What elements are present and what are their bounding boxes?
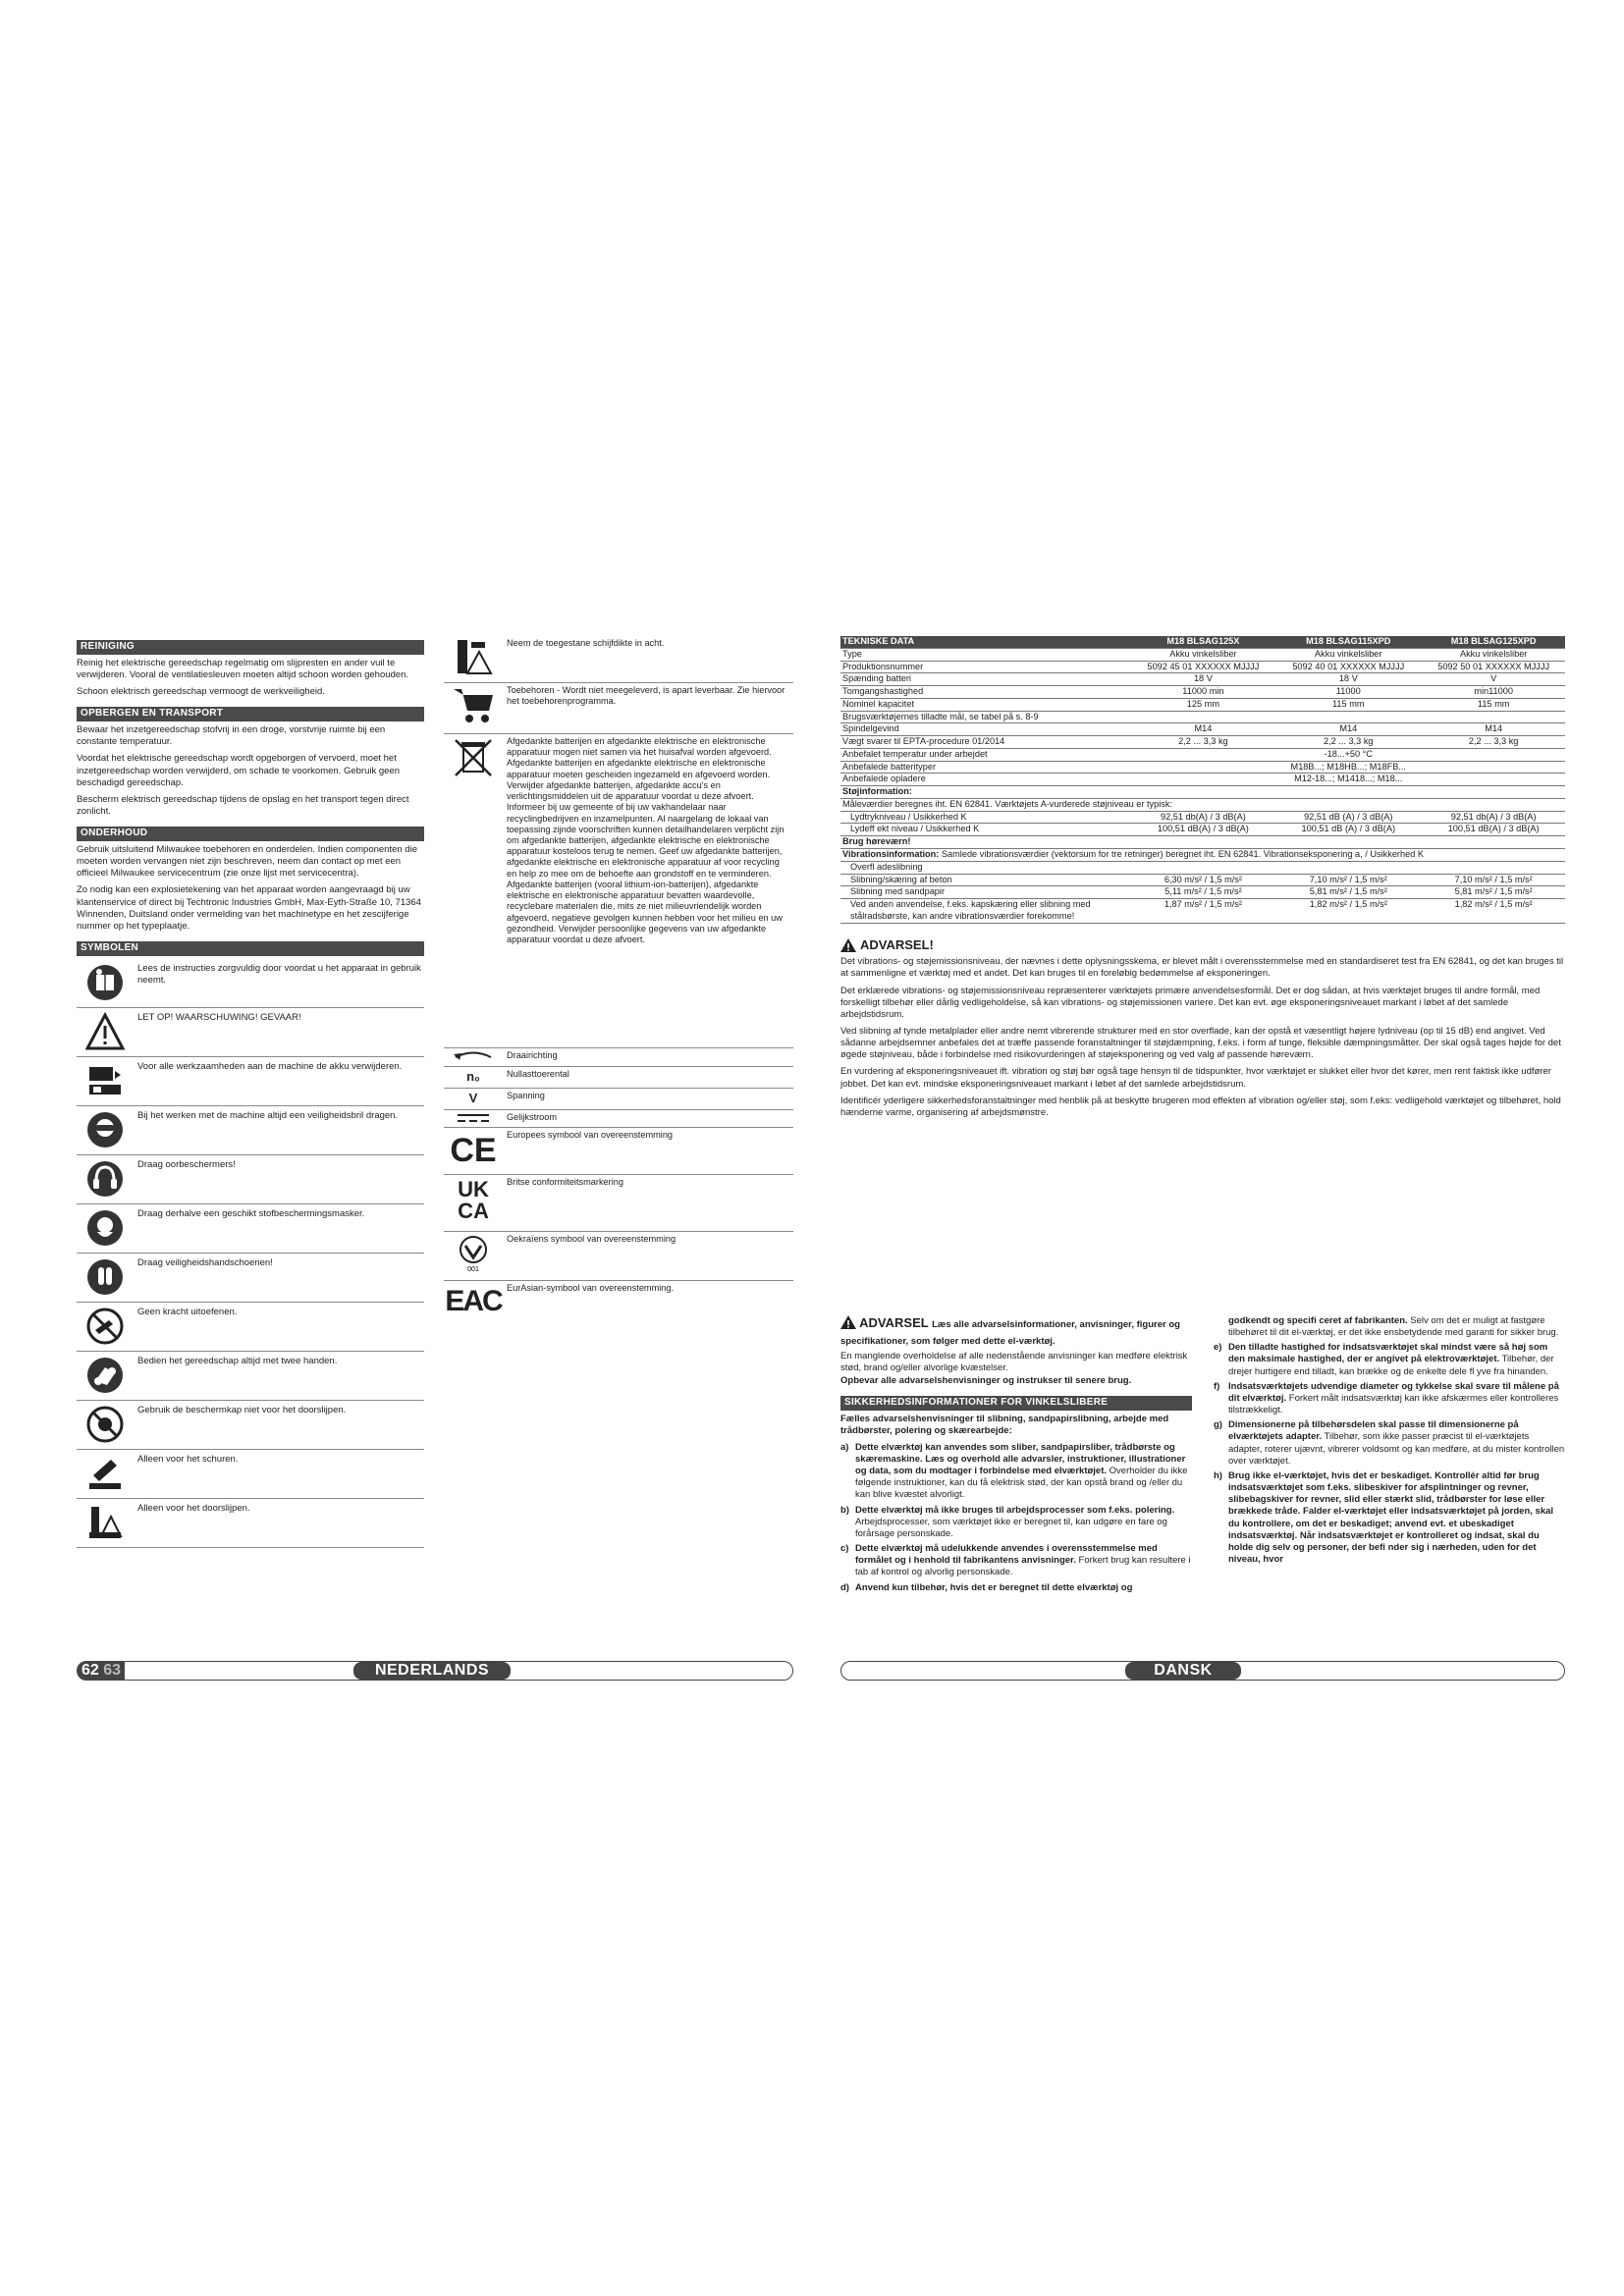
eac-mark-icon: EAC	[445, 1285, 502, 1318]
symbol-row	[77, 1155, 424, 1204]
row-value: 1,87 m/s² / 1,5 m/s²	[1132, 899, 1275, 924]
voltage-icon: V	[468, 1091, 478, 1105]
symbol-row	[77, 1008, 424, 1057]
row-value: 100,51 dB(A) / 3 dB(A)	[1132, 824, 1275, 836]
table-row	[840, 899, 1565, 924]
row-value: 2,2 ... 3,3 kg	[1132, 736, 1275, 749]
advarsel-p2: Det erklærede vibrations- og støjemissionsniveau repræsenterer værktøjets primære anvendelsesformål. Det er dog sådan, at hvis værktøjet bruges til andre formål, med forskelligt tilbehør eller dårlig vedligeholdelse, så kan vibrations- og støjemissionen variere. Det kan evt. øge eksponeringsniveauet markant i løbet af det samlede arbejdstidsrum.	[840, 985, 1541, 1020]
row-label: Lydeff ekt niveau / Usikkerhed K	[840, 824, 1132, 836]
symbol-text: Britse conformiteitsmarkering	[507, 1177, 623, 1188]
table-row	[840, 874, 1565, 886]
model-header: M18 BLSAG125X	[1132, 636, 1275, 648]
list-item	[840, 1543, 1192, 1578]
list-item-text: Arbejdsprocesser, som værktøjet ikke er beregnet til, kan udgøre en fare og forårsage personskade.	[855, 1516, 1167, 1539]
table-row	[840, 886, 1565, 899]
symbol-text: Voor alle werkzaamheden aan de machine de akku verwijderen.	[137, 1060, 403, 1072]
row-label: Vægt svarer til EPTA-procedure 01/2014	[840, 736, 1132, 749]
symbol-row	[444, 1110, 793, 1128]
symbol-text: Afgedankte batterijen en afgedankte elektrische en elektronische apparatuur mogen niet samen via het huisafval worden afgevoerd. Afgedankte batterijen en afgedankte elektrische en elektronische apparatuur moeten gescheiden ingezameld en afgevoerd worden. Verwijder afgedankte batterijen, afgedankte accu's en verlichtingsmiddelen uit de apparatuur voordat u deze afvoert. Informeer bij uw gemeente of bij uw vakhandelaar naar recyclingbedrijven en inzamelpunten. Al naargelang de lokaal van toepassing zijnde voorschriften kunnen detailhandelaren verplicht zijn om afgedankte batterijen, afgedankte elektrische en elektronische apparatuur kosteloos terug te nemen. Geef uw afgedankte batterijen, afgedankte elektrische en elektronische apparatuur af voor recycling en help zo mee om de behoefte aan grondstoff en te verminderen. Afgedankte batterijen (vooral lithium-ion-batterijen), afgedankte elektrische en elektronische apparatuur bevatten waardevolle, recyclebare materialen die, mits ze niet milieuvriendelijk worden afgevoerd, negatieve gevolgen kunnen hebben voor het milieu en uw gezondheid. Verwijder persoonlijke gegevens van uw afgedankte apparatuur voordat u deze afvoert.	[507, 736, 785, 944]
reiniging-text: Reinig het elektrische gereedschap regelmatig om slijpresten en ander vuil te verwijderen. Vooral de ventilatiesleuven moeten altijd schoon worden gehouden.	[77, 657, 408, 680]
table-row	[840, 849, 1565, 862]
safety-list-right	[1214, 1315, 1565, 1566]
list-item-bold: Dette elværktøj må udelukkende anvendes i overensstemmelse med formålet og i henhold til fabrikantens anvisninger.	[855, 1543, 1158, 1567]
dc-current-icon	[444, 1110, 503, 1126]
list-item-bold: Dette elværktøj kan anvendes som sliber, sandpapirsliber, trådbørste og skæremaskine. Læs og overhold alle advarsler, instruktioner, illustrationer og data, som du modtager i forbindelse med elværktøjet.	[855, 1441, 1186, 1477]
row-value	[1422, 761, 1565, 774]
symbol-text: Draag veiligheidshandschoenen!	[137, 1256, 273, 1268]
section-header-onderhoud: ONDERHOUD	[77, 827, 424, 841]
right-page-top	[840, 636, 1565, 1124]
no-force-icon	[77, 1303, 134, 1350]
list-item-key: d)	[840, 1581, 849, 1593]
row-value: Akku vinkelsliber	[1274, 648, 1422, 661]
symbol-text: LET OP! WAARSCHUWING! GEVAAR!	[137, 1011, 301, 1023]
row-value: 1,82 m/s² / 1,5 m/s²	[1422, 899, 1565, 924]
symbol-text: Toebehoren - Wordt niet meegeleverd, is apart leverbaar. Zie hiervoor het toebehorenprogramma.	[507, 685, 785, 707]
row-label: Ved anden anvendelse, f.eks. kapskæring eller slibning med stålradsbørste, kan andre vibrationsværdier forekomme!	[840, 899, 1132, 924]
list-item	[1214, 1419, 1565, 1468]
row-label: Spænding batteri	[840, 673, 1132, 686]
row-label: Anbefalede opladere	[840, 774, 1132, 786]
warning-icon	[77, 1008, 134, 1055]
symbol-row	[444, 1128, 793, 1176]
row-value: 1,82 m/s² / 1,5 m/s²	[1274, 899, 1422, 924]
symbol-text: Geen kracht uitoefenen.	[137, 1306, 238, 1317]
symbol-row	[77, 1106, 424, 1155]
section-header-reiniging: REINIGING	[77, 640, 424, 655]
table-row	[840, 686, 1565, 699]
onderhoud-p2: Zo nodig kan een explosietekening van het apparaat worden aangevraagd bij uw klantenservice of direct bij Techtronic Industries GmbH, Max-Eyth-Straße 10, 71364 Winnenden, Duitsland onder vermelding van het machinetype en het zescijferige nummer op het typeplaatje.	[77, 884, 421, 932]
table-row	[840, 648, 1565, 661]
safety-goggles-icon	[77, 1106, 134, 1153]
symbol-row	[444, 1067, 793, 1089]
symbol-row	[444, 636, 793, 683]
row-value: M14	[1132, 723, 1275, 736]
symbol-text: Bij het werken met de machine altijd een veiligheidsbril dragen.	[137, 1109, 399, 1121]
vib-sub: Overfl adeslibning	[840, 861, 1565, 874]
list-item-body	[1228, 1419, 1565, 1468]
table-row	[840, 711, 1565, 723]
table-row	[840, 836, 1565, 849]
list-item-text: Forkert brug kan resultere i tab af kontrol og alvorlig personskade.	[855, 1555, 1191, 1578]
row-label: Slibning/skæring af beton	[840, 874, 1132, 886]
left-column	[77, 636, 424, 1548]
row-value: 5092 40 01 XXXXXX MJJJJ	[1274, 661, 1422, 673]
noise-intro: Måleværdier beregnes iht. EN 62841. Værktøjets A-vurderede støjniveau er typisk:	[840, 798, 1565, 811]
row-value: 115 mm	[1274, 698, 1422, 711]
table-row	[840, 723, 1565, 736]
list-item-body	[855, 1442, 1192, 1502]
row-value: -18...+50 °C	[1274, 748, 1422, 761]
symbol-row	[77, 1057, 424, 1106]
row-value: min11000	[1422, 686, 1565, 699]
safety-list-left	[840, 1442, 1192, 1594]
reiniging-text-2: Schoon elektrisch gereedschap vermoogt de werkveiligheid.	[77, 686, 325, 698]
symbol-text: Europees symbool van overeenstemming	[507, 1129, 674, 1140]
row-value: 2,2 ... 3,3 kg	[1422, 736, 1565, 749]
list-item-key: c)	[840, 1543, 849, 1555]
noise-title: Støjinformation:	[840, 786, 1565, 799]
symbol-text: Gebruik de beschermkap niet voor het doorslijpen.	[137, 1404, 347, 1415]
warning-icon	[840, 1315, 856, 1329]
row-value: 5092 50 01 XXXXXX MJJJJ	[1422, 661, 1565, 673]
row-value: 6,30 m/s² / 1,5 m/s²	[1132, 874, 1275, 886]
ear-protection-icon	[77, 1155, 134, 1202]
opbergen-p3: Bescherm elektrisch gereedschap tijdens de opslag en het transport tegen direct zonlicht.	[77, 793, 409, 817]
page-number: 62	[81, 1662, 99, 1679]
battery-remove-icon	[77, 1057, 134, 1104]
row-label: Spindelgevind	[840, 723, 1132, 736]
no-load-speed-icon: n₀	[466, 1069, 480, 1084]
list-item-body	[1228, 1381, 1565, 1416]
list-item	[1214, 1470, 1565, 1566]
right-lower-left	[840, 1315, 1192, 1597]
weee-bin-icon	[444, 734, 503, 781]
list-item-text: Tilbehør, der drejer hurtigere end tilladt, kan brække og de enkelte dele fl yve fra hinanden.	[1228, 1354, 1554, 1377]
disc-thickness-icon	[444, 636, 503, 679]
row-value: Akku vinkelsliber	[1132, 648, 1275, 661]
symbol-text: Spanning	[507, 1091, 545, 1100]
list-item-body	[855, 1582, 1132, 1594]
row-label: Type	[840, 648, 1132, 661]
section-header-opbergen: OPBERGEN EN TRANSPORT	[77, 707, 424, 721]
page-number-faded: 63	[103, 1662, 122, 1679]
symbol-text: Draag oorbeschermers!	[137, 1158, 236, 1170]
row-value	[1132, 711, 1275, 723]
symbol-text: Lees de instructies zorgvuldig door voordat u het apparaat in gebruik neemt.	[137, 962, 421, 986]
ce-mark-icon: CE	[450, 1131, 497, 1169]
hearing-note: Brug høreværn!	[840, 836, 1565, 849]
svg-text:001: 001	[467, 1266, 479, 1274]
vib-intro: Samlede vibrationsværdier (vektorsum for tre retninger) beregnet iht. EN 62841. Vibrationseksponering a, / Usikkerhed K	[941, 849, 1424, 860]
symbol-table	[77, 959, 424, 1548]
opbergen-p1: Bewaar het inzetgereedschap stofvrij in een droge, vorstvrije ruimte bij een constante temperatuur.	[77, 724, 386, 748]
advarsel2-text: En manglende overholdelse af alle nedenstående anvisninger kan medføre elektrisk stød, brand og/eller alvorlige kvæstelser.	[840, 1351, 1188, 1374]
row-value: 92,51 db(A) / 3 dB(A)	[1132, 811, 1275, 824]
row-label: Anbefalede batterityper	[840, 761, 1132, 774]
row-value: M14	[1274, 723, 1422, 736]
row-label: Produktionsnummer	[840, 661, 1132, 673]
row-value: 7,10 m/s² / 1,5 m/s²	[1274, 874, 1422, 886]
sikkerhed-lead: Fælles advarselshenvisninger til slibning, sandpapirslibning, arbejde med trådbørster, polering og skærearbejde:	[840, 1413, 1169, 1436]
model-header: M18 BLSAG125XPD	[1422, 636, 1565, 648]
list-item-bold: Anvend kun tilbehør, hvis det er beregnet til dette elværktøj og	[855, 1581, 1133, 1593]
symbol-text: Draairichting	[507, 1050, 558, 1060]
list-item-body	[1228, 1470, 1565, 1566]
row-value: 5092 45 01 XXXXXX MJJJJ	[1132, 661, 1275, 673]
onderhoud-p1: Gebruik uitsluitend Milwaukee toebehoren en onderdelen. Indien componenten die moeten worden vervangen niet zijn beschreven, neem dan contact op met een officieel Milwaukee servicecentrum (zie onze lijst met servicecentra).	[77, 843, 417, 880]
advarsel-title: ADVARSEL!	[860, 936, 934, 952]
advarsel-p3: Ved slibning af tynde metalplader eller andre nemt vibrerende strukturer med en stor overflade, kan der opstå et væsentligt højere lydniveau (op til 15 dB) end angivet. Ved sådanne arbejdsemner anbefales det at træffe passende foranstaltninger til støjdæmpning, f.eks. i form af tunge, fleksible dæmpningsmåtter. Der skal også tages højde for det øgede støjniveau, både i forbindelse med risikovurderingen af støjeksponering og ved valg af passende høreværn.	[840, 1026, 1561, 1061]
list-item-key: e)	[1214, 1342, 1222, 1354]
two-hands-icon	[77, 1352, 134, 1399]
gloves-icon	[77, 1254, 134, 1301]
list-item	[1214, 1381, 1565, 1416]
section-header-symbolen: SYMBOLEN	[77, 941, 424, 956]
list-item	[840, 1442, 1192, 1502]
advarsel2-block	[840, 1315, 1192, 1387]
symbol-row	[444, 1175, 793, 1232]
symbol-row	[77, 1401, 424, 1450]
table-row	[840, 661, 1565, 673]
row-value: 18 V	[1132, 673, 1275, 686]
symbol-row	[77, 1303, 424, 1352]
table-row	[840, 861, 1565, 874]
symbol-text: Oekraïens symbool van overeenstemming	[507, 1234, 677, 1245]
row-value: 2,2 ... 3,3 kg	[1274, 736, 1422, 749]
list-item-text: Forkert målt indsatsværktøj kan ikke afskærmes eller kontrolleres tilstrækkeligt.	[1228, 1392, 1559, 1416]
list-item-key: g)	[1214, 1419, 1222, 1431]
rotation-arrow-icon	[444, 1048, 503, 1066]
cutting-only-icon	[77, 1499, 134, 1546]
list-item-bold: Dette elværktøj må ikke bruges til arbejdsprocesser som f.eks. polering.	[855, 1504, 1175, 1516]
table-row	[840, 748, 1565, 761]
list-item	[840, 1582, 1192, 1594]
row-label: Anbefalet temperatur under arbejdet	[840, 748, 1132, 761]
list-item-body	[1228, 1342, 1565, 1377]
row-value	[1132, 748, 1275, 761]
list-item-bold: Dimensionerne på tilbehørsdelen skal passe til dimensionerne på elværktøjets adapter.	[1228, 1419, 1519, 1443]
row-value: 5,81 m/s² / 1,5 m/s²	[1274, 886, 1422, 899]
row-value	[1274, 711, 1422, 723]
middle-column	[444, 636, 793, 1328]
symbol-text: Neem de toegestane schijfdikte in acht.	[507, 638, 665, 648]
cart-icon	[444, 683, 503, 726]
opbergen-p2: Voordat het elektrische gereedschap wordt opgeborgen of vervoerd, moet het inzetgereedschap worden verwijderd, om schade te voorkomen. Gebruik geen beschadigd gereedschap.	[77, 753, 400, 788]
advarsel-p4: En vurdering af eksponeringsniveauet ift. vibration og støj bør også tage hensyn til de tidspunkter, hvor værktøjet er slukket eller hvor det kører, men rent faktisk ikke udfører jobbet. Det kan evt. mindske eksponeringsniveauet markant i løbet af det samlede arbejdstidsrum.	[840, 1066, 1551, 1090]
symbol-row	[77, 1352, 424, 1401]
symbol-text: Gelijkstroom	[507, 1111, 558, 1122]
symbol-text: Bedien het gereedschap altijd met twee handen.	[137, 1355, 338, 1366]
symbol-row	[77, 1499, 424, 1548]
tech-data-table	[840, 636, 1565, 924]
list-item-key: h)	[1214, 1469, 1222, 1481]
table-row	[840, 698, 1565, 711]
tech-data-title: TEKNISKE DATA	[840, 636, 1132, 648]
symbol-text: EurAsian-symbool van overeenstemming.	[507, 1283, 675, 1294]
list-item-body	[855, 1505, 1192, 1540]
row-value	[1422, 748, 1565, 761]
symbol-row	[444, 1232, 793, 1281]
list-item-bold: Den tilladte hastighed for indsatsværktøjet skal mindst være så høj som den maksimale hastighed, der er angivet på elektroværktøjet.	[1228, 1342, 1548, 1365]
list-item-text: Overholder du ikke følgende instruktioner, kan du få elektrisk stød, der kan opstå brand og /eller du kan blive kvæstet alvorligt.	[855, 1466, 1188, 1501]
list-item-bold: Indsatsværktøjets udvendige diameter og tykkelse skal svare til målene på dit elværktøj.	[1228, 1380, 1559, 1404]
advarsel2-lead: Læs alle advarselsinformationer, anvisninger, figurer og specifikationer, som følger med dette el-værktøj.	[840, 1319, 1180, 1347]
advarsel2-heading	[840, 1315, 1192, 1348]
list-item	[1214, 1342, 1565, 1377]
list-item-bold: godkendt og specifi ceret af fabrikanten.	[1228, 1315, 1408, 1326]
list-item-body	[1228, 1315, 1565, 1339]
row-label: Nominel kapacitet	[840, 698, 1132, 711]
ukrainian-mark-icon	[444, 1232, 503, 1275]
warning-icon	[840, 938, 856, 952]
row-value: Akku vinkelsliber	[1422, 648, 1565, 661]
table-row	[840, 811, 1565, 824]
row-label: Tomgangshastighed	[840, 686, 1132, 699]
row-label: Lydtrykniveau / Usikkerhed K	[840, 811, 1132, 824]
list-item-body	[855, 1543, 1192, 1578]
no-guard-cutting-icon	[77, 1401, 134, 1448]
table-row	[840, 824, 1565, 836]
symbol-row	[77, 959, 424, 1008]
advarsel2-keep: Opbevar alle advarselshenvisninger og instrukser til senere brug.	[840, 1374, 1132, 1386]
row-value	[1132, 774, 1275, 786]
advarsel-p1: Det vibrations- og støjemissionsniveau, der nævnes i dette oplysningsskema, er blevet målt i overensstemmelse med en standardiseret test fra EN 62841, og det kan bruges til at sammenligne et værktøj med et andet. Det kan bruges til en foreløbig bedømmelse af eksponeringen.	[840, 956, 1564, 980]
list-item-key: b)	[840, 1504, 849, 1516]
advarsel-p5: Identificér yderligere sikkerhedsforanstaltninger med henblik på at beskytte brugeren mod effekten af vibration og/eller støj, som f.eks: vedligehold værktøjet og tilbehøret, hold hænderne varme, organisering af arbejdsmønstre.	[840, 1095, 1561, 1118]
table-header	[840, 636, 1565, 648]
symbol-row	[444, 1089, 793, 1110]
row-value: 100,51 dB (A) / 3 dB(A)	[1274, 824, 1422, 836]
list-item	[1214, 1315, 1565, 1339]
list-item-text: Selv om det er muligt at fastgøre tilbehøret til dit el-værktøj, er det ikke ensbetydende med garanti for sikker brug.	[1228, 1315, 1559, 1339]
advarsel-heading	[840, 937, 1565, 954]
row-value: 11000 min	[1132, 686, 1275, 699]
row-value: 5,81 m/s² / 1,5 m/s²	[1422, 886, 1565, 899]
table-row	[840, 798, 1565, 811]
symbol-text: Alleen voor het doorslijpen.	[137, 1502, 250, 1514]
row-value: 7,10 m/s² / 1,5 m/s²	[1422, 874, 1565, 886]
row-value: 100,51 dB(A) / 3 dB(A)	[1422, 824, 1565, 836]
advarsel2-title: ADVARSEL	[859, 1315, 929, 1330]
row-value	[1422, 711, 1565, 723]
list-item-text: Tilbehør, som ikke passer præcist til el-værktøjets adapter, roterer ujævnt, vibrerer voldsomt og kan medføre, at du mister kontrollen over værktøjet.	[1228, 1431, 1565, 1467]
table-row	[840, 673, 1565, 686]
list-item-bold: Brug ikke el-værktøjet, hvis det er beskadiget. Kontrollér altid før brug indsatsværktøjet som f.eks. slibeskiver for afsplintninger og revner, slibebagskiver for revner, slid eller stærkt slid, trådbørster for løse eller brækkede tråde. Falder el-værktøjet eller indsatsværktøjet på jorden, skal du kontrollere, om det er beskadiget; anvend evt. et ubeskadiget indsatsværktøj. Når indsatsværktøjet er kontrolleret og indsat, skal du holde dig selv og personer, der befi nder sig i nærheden, uden for det niveau, hvor	[1228, 1469, 1554, 1565]
row-value: M12-18...; M1418...; M18...	[1274, 774, 1422, 786]
symbol-row	[444, 683, 793, 734]
list-item-key	[1214, 1315, 1224, 1339]
symbol-text: Alleen voor het schuren.	[137, 1453, 239, 1465]
table-row	[840, 736, 1565, 749]
symbol-row	[77, 1254, 424, 1303]
row-label: Brugsværktøjernes tilladte mål, se tabel på s. 8-9	[840, 711, 1132, 723]
table-row	[840, 761, 1565, 774]
model-header: M18 BLSAG115XPD	[1274, 636, 1422, 648]
page-number-left	[78, 1662, 125, 1680]
row-value: 115 mm	[1422, 698, 1565, 711]
row-value: 5,11 m/s² / 1,5 m/s²	[1132, 886, 1275, 899]
symbol-row	[444, 734, 793, 1048]
footer-language-left: NEDERLANDS	[353, 1662, 511, 1680]
section-header-sikkerhed: SIKKERHEDSINFORMATIONER FOR VINKELSLIBERE	[840, 1396, 1192, 1411]
ukca-mark-icon: UK CA	[458, 1177, 489, 1224]
symbol-row	[444, 1048, 793, 1067]
manual-icon	[77, 959, 134, 1006]
symbol-row	[444, 1281, 793, 1328]
row-value	[1132, 761, 1275, 774]
symbol-row	[77, 1450, 424, 1499]
footer-language-right: DANSK	[1125, 1662, 1241, 1680]
table-row	[840, 786, 1565, 799]
symbol-text: Nullasttoerental	[507, 1069, 569, 1079]
row-value	[1422, 774, 1565, 786]
symbol-row	[77, 1204, 424, 1254]
row-value: 11000	[1274, 686, 1422, 699]
row-value: 92,51 db(A) / 3 dB(A)	[1422, 811, 1565, 824]
dust-mask-icon	[77, 1204, 134, 1252]
list-item-key: a)	[840, 1441, 849, 1453]
list-item-key: f)	[1214, 1380, 1220, 1392]
symbol-text: Draag derhalve een geschikt stofbeschermingsmasker.	[137, 1207, 365, 1219]
row-label: Slibning med sandpapir	[840, 886, 1132, 899]
vib-title: Vibrationsinformation:	[842, 849, 940, 860]
row-value: V	[1422, 673, 1565, 686]
grinding-only-icon	[77, 1450, 134, 1497]
row-value: 125 mm	[1132, 698, 1275, 711]
row-value: 92,51 dB (A) / 3 dB(A)	[1274, 811, 1422, 824]
row-value: 18 V	[1274, 673, 1422, 686]
right-lower-right	[1214, 1315, 1565, 1569]
table-row	[840, 774, 1565, 786]
row-value: M18B...; M18HB...; M18FB...	[1274, 761, 1422, 774]
row-value: M14	[1422, 723, 1565, 736]
list-item	[840, 1505, 1192, 1540]
